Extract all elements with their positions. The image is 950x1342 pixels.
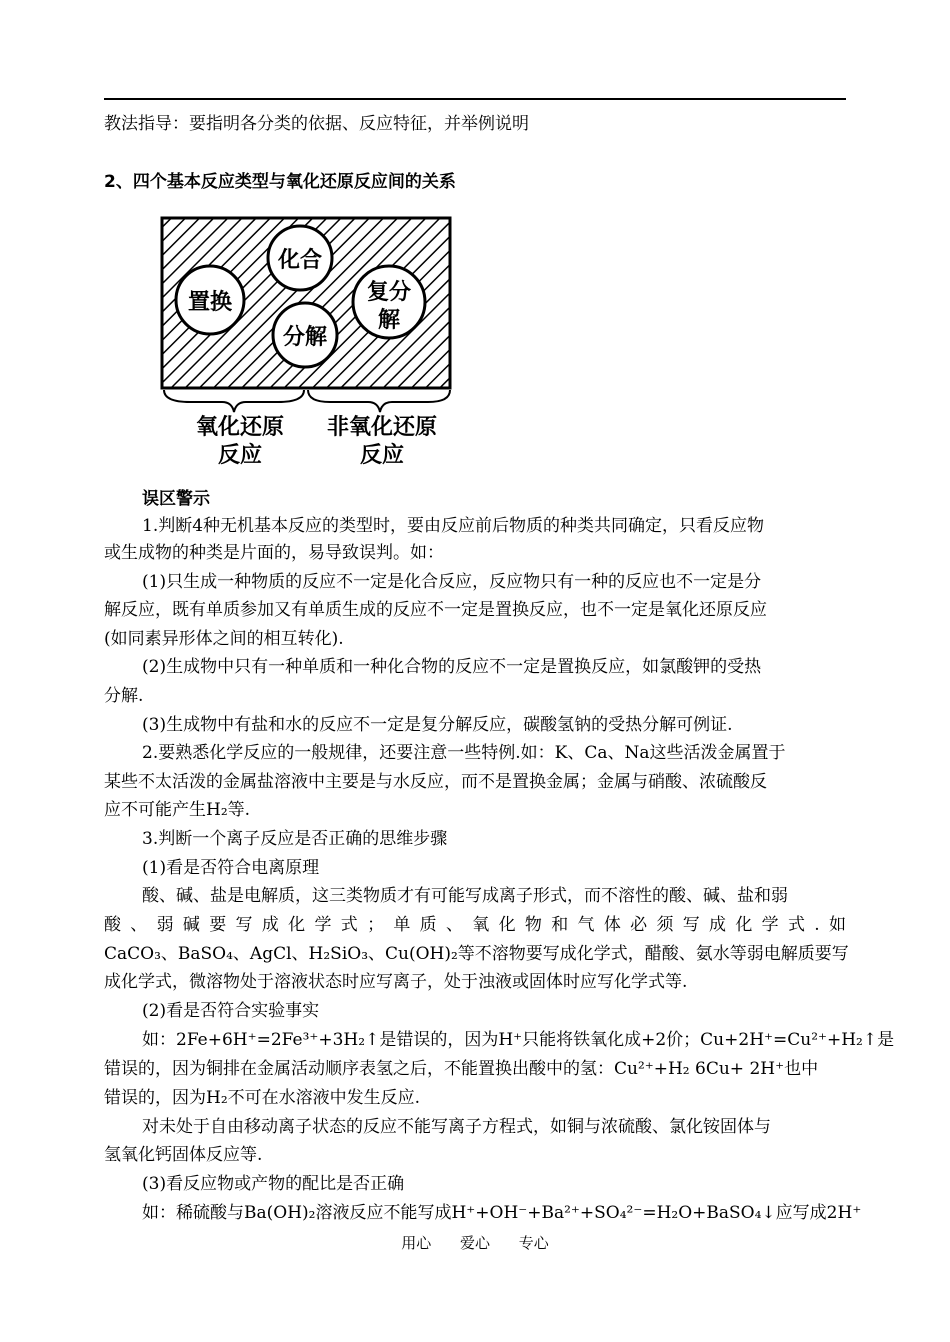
replacement-label: 置换: [187, 290, 233, 315]
text-line: 应不可能产生H₂等.: [104, 800, 251, 820]
combination-label: 化合: [277, 248, 323, 273]
text-line: 成化学式，微溶物处于溶液状态时应写离子，处于浊液或固体时应写化学式等.: [104, 972, 688, 992]
right-brace: [308, 390, 450, 412]
page-footer: [0, 1232, 950, 1253]
text-line: 如：稀硫酸与Ba(OH)₂溶液反应不能写成H⁺+OH⁻+Ba²⁺+SO₄²⁻=H₂O+BaSO₄↓应写成2H⁺: [142, 1203, 862, 1223]
text-line: 酸、弱碱要写成化学式；单质、氧化物和气体必须写成化学式.如: [104, 915, 846, 935]
non-redox-label-1: 非氧化还原: [326, 415, 438, 440]
text-line: (1)看是否符合电离原理: [142, 858, 320, 878]
text-line: 对未处于自由移动离子状态的反应不能写离子方程式，如铜与浓硫酸、氯化铵固体与: [142, 1117, 771, 1137]
non-redox-label-2: 反应: [359, 443, 405, 468]
text-line: 1.判断4种无机基本反应的类型时，要由反应前后物质的种类共同确定，只看反应物: [142, 516, 765, 536]
text-line: 或生成物的种类是片面的，易导致误判。如：: [104, 543, 444, 563]
text-line: 错误的，因为铜排在金属活动顺序表氢之后，不能置换出酸中的氢：Cu²⁺+H₂ 6Cu+ 2H⁺也中: [104, 1059, 819, 1079]
double-decomposition-label-1: 复分: [366, 280, 412, 305]
text-line: (3)生成物中有盐和水的反应不一定是复分解反应，碳酸氢钠的受热分解可例证.: [142, 715, 733, 735]
redox-label-2: 反应: [217, 443, 263, 468]
double-decomposition-label-2: 解: [377, 308, 401, 333]
left-brace: [164, 390, 304, 412]
text-line: (2)生成物中只有一种单质和一种化合物的反应不一定是置换反应，如氯酸钾的受热: [142, 657, 762, 677]
text-line: 酸、碱、盐是电解质，这三类物质才有可能写成离子形式，而不溶性的酸、碱、盐和弱: [142, 886, 788, 906]
reaction-relationship-diagram: [150, 210, 460, 480]
text-line: 3.判断一个离子反应是否正确的思维步骤: [142, 829, 448, 849]
footer-word: 专心: [518, 1234, 549, 1252]
text-line: (1)只生成一种物质的反应不一定是化合反应，反应物只有一种的反应也不一定是分: [142, 572, 762, 592]
footer-word: 用心: [401, 1234, 432, 1252]
redox-label-1: 氧化还原: [195, 415, 285, 440]
text-line: (3)看反应物或产物的配比是否正确: [142, 1174, 405, 1194]
footer-word: 爱心: [459, 1234, 490, 1252]
text-line: 氢氧化钙固体反应等.: [104, 1145, 263, 1165]
text-line: 某些不太活泼的金属盐溶液中主要是与水反应，而不是置换金属；金属与硝酸、浓硫酸反: [104, 772, 767, 792]
header-note: 教法指导：要指明各分类的依据、反应特征，并举例说明: [104, 114, 529, 134]
section-title: 2、四个基本反应类型与氧化还原反应间的关系: [104, 172, 456, 192]
text-line: 解反应，既有单质参加又有单质生成的反应不一定是置换反应，也不一定是氧化还原反应: [104, 600, 767, 620]
decomposition-label: 分解: [282, 325, 328, 350]
text-line: 如：2Fe+6H⁺=2Fe³⁺+3H₂↑是错误的，因为H⁺只能将铁氧化成+2价；Cu+2H⁺=Cu²⁺+H₂↑是: [142, 1030, 895, 1050]
header-rule: [104, 98, 846, 100]
text-line: CaCO₃、BaSO₄、AgCl、H₂SiO₃、Cu(OH)₂等不溶物要写成化学式，醋酸、氨水等弱电解质要写: [104, 944, 849, 964]
text-line: (如同素异形体之间的相互转化).: [104, 629, 344, 649]
text-line: 2.要熟悉化学反应的一般规律，还要注意一些特例.如：K、Ca、Na这些活泼金属置于: [142, 743, 786, 763]
text-line: (2)看是否符合实验事实: [142, 1001, 320, 1021]
text-line: 分解.: [104, 686, 144, 706]
text-line: 错误的，因为H₂不可在水溶液中发生反应.: [104, 1088, 421, 1108]
caution-title: 误区警示: [142, 489, 210, 509]
